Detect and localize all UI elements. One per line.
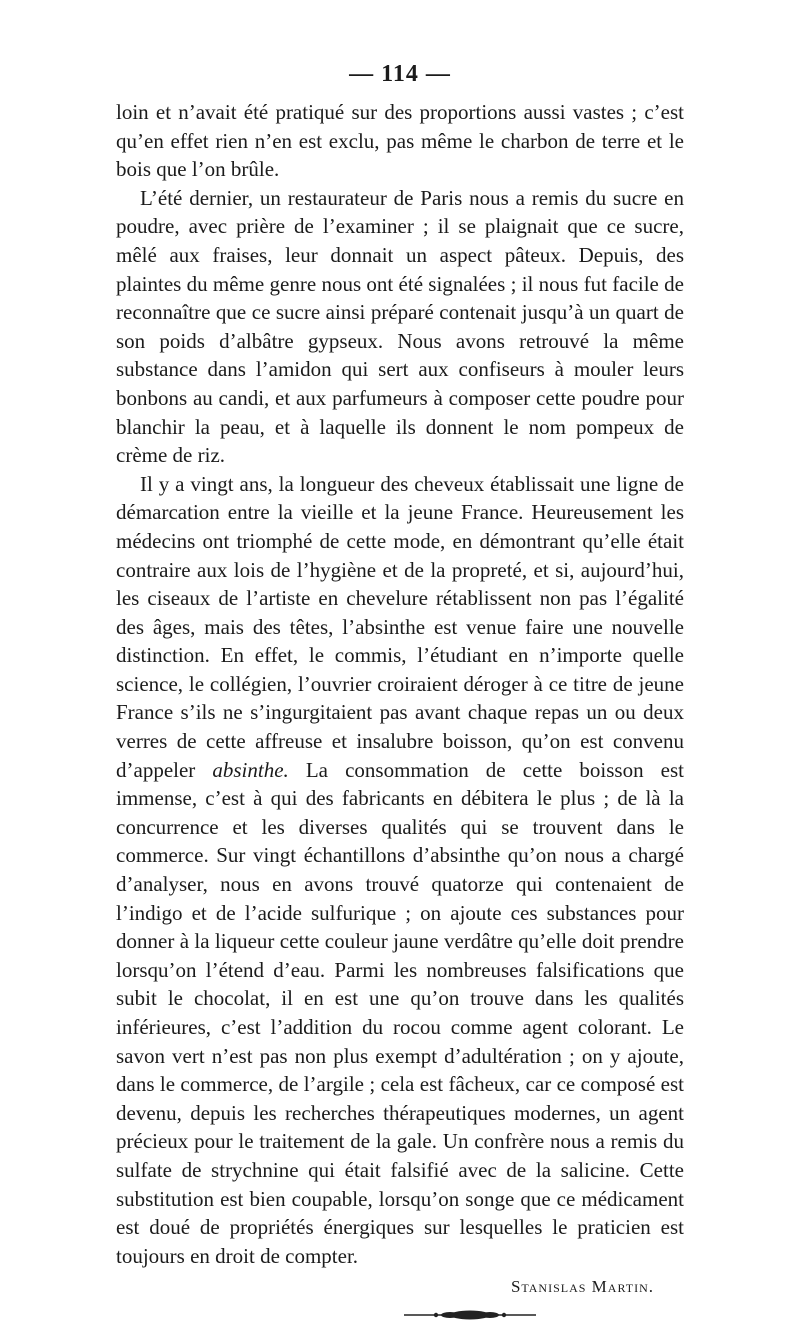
paragraph-3-text-before: Il y a vingt ans, la longueur des cheveux établissait une ligne de démarcation entre la vieille et la jeune France. Heureusement les médecins ont triomphé de cette mode, en démontrant qu’elle était contraire aux lois de l’hygiène et de la propreté, et si, aujourd’hui, les ciseaux de l’artiste en chevelure rétablissent non pas l’égalité des âges, mais des têtes, l’absinthe est venue faire une nouvelle distinction. En effet, le commis, l’étudiant en n’importe quelle science, le collégien, l’ouvrier croiraient déroger à ce titre de jeune France s’ils ne s’ingurgitaient pas avant chaque repas un ou deux verres de cette affreuse et insalubre boisson, qu’on est convenu d’appeler — [116, 471, 684, 782]
paragraph-3-italic-term: absinthe. — [212, 757, 289, 782]
paragraph-3 — [116, 470, 684, 1271]
closing-ornament — [400, 1308, 540, 1322]
body-text — [116, 98, 684, 1270]
page-number: — 114 — — [349, 61, 451, 87]
paragraph-3-text-after: La consommation de cette boisson est immense, c’est à qui des fabricants en débitera le plus ; de là la concurrence et les diverses qualités qui se trouvent dans le commerce. Sur vingt échantillons d’absinthe qu’on nous a chargé d’analyser, nous en avons trouvé quatorze qui contenaient de l’indigo et de l’acide sulfurique ; on ajoute ces substances pour donner à la liqueur cette couleur jaune verdâtre qu’elle doit prendre lorsqu’on l’étend d’eau. Parmi les nombreuses falsifications que subit le chocolat, il en est une qu’on trouve dans les qualités inférieures, c’est l’addition du rocou comme agent colorant. Le savon vert n’est pas non plus exempt d’adultération ; on y ajoute, dans le commerce, de l’argile ; cela est fâcheux, car ce composé est devenu, depuis les recherches thérapeutiques modernes, un agent précieux pour le traitement de la gale. Un confrère nous a remis du sulfate de strychnine qui était falsifié avec de la salicine. Cette substitution est bien coupable, lorsqu’on songe que ce médicament est doué de propriétés énergiques sur lesquelles le praticien est toujours en droit de compter. — [116, 757, 684, 1268]
paragraph-1: loin et n’avait été pratiqué sur des proportions aussi vastes ; c’est qu’en effet rien n’en est exclu, pas même le charbon de terre et le bois que l’on brûle. — [116, 100, 684, 182]
document-page — [116, 58, 684, 1322]
author-signature: Stanislas Martin. — [510, 1277, 654, 1297]
paragraph-2: L’été dernier, un restaurateur de Paris nous a remis du sucre en poudre, avec prière de l’examiner ; il se plaignait que ce sucre, mêlé aux fraises, leur donnait un aspect pâteux. Depuis, des plaintes du même genre nous ont été signalées ; il nous fut facile de reconnaître que ce sucre ainsi préparé contenait jusqu’à un quart de son poids d’albâtre gypseux. Nous avons retrouvé la même substance dans l’amidon qui sert aux confiseurs à mouler leurs bonbons au candi, et aux parfumeurs à composer cette poudre pour blanchir la peau, et à laquelle ils donnent le nom pompeux de crème de riz. — [116, 185, 684, 468]
